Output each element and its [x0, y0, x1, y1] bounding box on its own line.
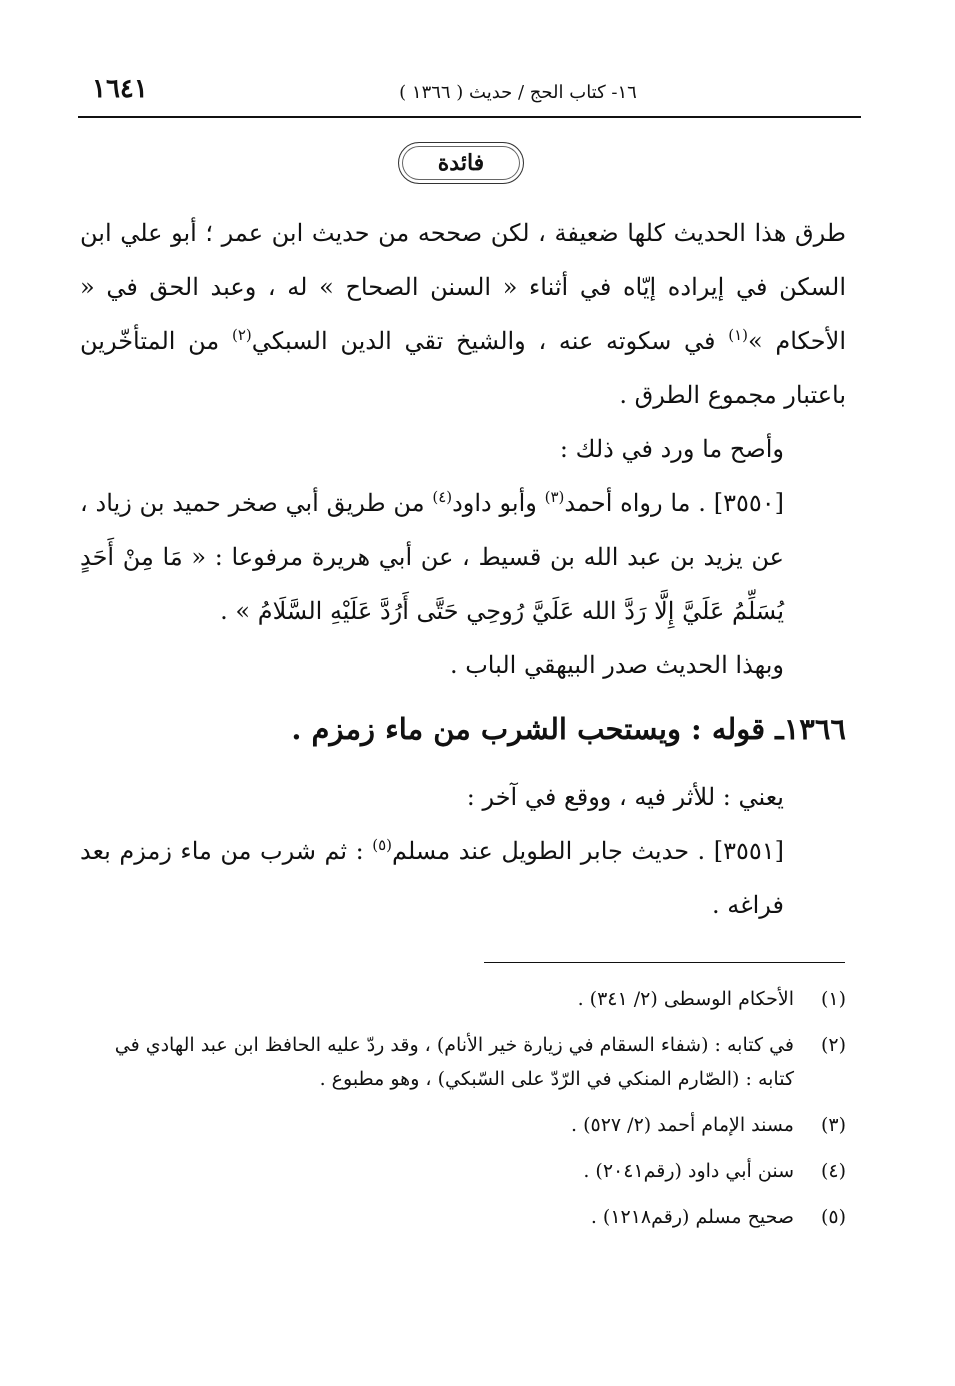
- section-title-box: [398, 142, 524, 184]
- paragraph-3-part-c: من طريق أبي صخر حميد بن زياد ، عن يزيد بن عبد الله بن قسيط ، عن أبي هريرة مرفوعا : « مَا مِنْ أَحَدٍ يُسَلِّمُ عَلَيَّ إِلَّا رَدَّ الله عَلَيَّ رُوحِي حَتَّى أَرُدَّ عَلَيْهِ السَّلَامُ » .: [80, 489, 784, 625]
- footnote-2: [80, 1028, 846, 1096]
- paragraph-5: يعني : للأثر فيه ، ووقع في آخر :: [466, 783, 784, 811]
- footnote-text: سنن أبي داود (رقم٢٠٤١) .: [583, 1160, 794, 1182]
- paragraph-3-part-a: [٣٥٥٠] . ما رواه أحمد: [564, 489, 784, 517]
- footnote-ref-4[interactable]: (٤): [432, 488, 453, 506]
- footnote-ref-2[interactable]: (٢): [231, 326, 252, 344]
- page-number: ١٦٤١: [92, 74, 148, 104]
- paragraph-4: وبهذا الحديث صدر البيهقي الباب .: [449, 651, 784, 679]
- footnote-separator: [484, 962, 845, 963]
- paragraph-1-part-a: طرق هذا الحديث كلها ضعيفة ، لكن صححه من حديث ابن عمر ؛ أبو علي ابن السكن في إيراده إيّاه في أثناء « السنن الصحاح » له ، وعبد الحق في « الأحكام »: [80, 219, 846, 355]
- section-heading-1366: ١٣٦٦ـ قوله : ويستحب الشرب من ماء زمزم .: [291, 712, 846, 746]
- main-text: [80, 206, 846, 932]
- footnote-3: [80, 1108, 846, 1142]
- paragraph-3: [80, 476, 846, 638]
- footnote-text: في كتابه : (شفاء السقام في زيارة خير الأنام) ، وقد ردّ عليه الحافظ ابن عبد الهادي في كتابه : (الصّارم المنكي في الرّدّ على السّبكي) ، وهو مطبوع .: [114, 1034, 794, 1090]
- page-header: [78, 70, 861, 118]
- footnote-ref-1[interactable]: (١): [728, 326, 748, 344]
- footnote-number: (٣): [820, 1114, 846, 1136]
- footnote-text: صحيح مسلم (رقم١٢١٨) .: [590, 1206, 794, 1228]
- paragraph-1: [80, 206, 846, 422]
- paragraph-1-part-b: في سكوته عنه ، والشيخ تقي الدين السبكي: [251, 327, 729, 355]
- footnote-number: (١): [820, 988, 846, 1010]
- section-title: فائدة: [437, 150, 485, 176]
- footnote-number: (٥): [820, 1206, 846, 1228]
- running-title: ١٦- كتاب الحج / حديث ( ١٣٦٦ ): [399, 82, 637, 103]
- footnote-number: (٤): [820, 1160, 846, 1182]
- footnote-ref-3[interactable]: (٣): [544, 488, 565, 506]
- paragraph-6: [80, 824, 846, 932]
- footnote-text: مسند الإمام أحمد (٢/ ٥٢٧) .: [571, 1114, 794, 1136]
- paragraph-6-part-b: : ثم شرب من ماء زمزم بعد فراغه .: [80, 837, 784, 919]
- footnote-1: [80, 982, 846, 1016]
- paragraph-6-part-a: [٣٥٥١] . حديث جابر الطويل عند مسلم: [392, 837, 784, 865]
- footnote-ref-5[interactable]: (٥): [372, 836, 392, 854]
- footnotes: [80, 982, 846, 1246]
- paragraph-2: وأصح ما ورد في ذلك :: [559, 435, 784, 463]
- footnote-text: الأحكام الوسطى (٢/ ٣٤١) .: [577, 988, 794, 1010]
- footnote-4: [80, 1154, 846, 1188]
- paragraph-3-part-b: وأبو داود: [452, 489, 545, 517]
- footnote-number: (٢): [820, 1034, 846, 1056]
- footnote-5: [80, 1200, 846, 1234]
- paragraph-1-part-c: من المتأخّرين باعتبار مجموع الطرق .: [80, 327, 846, 409]
